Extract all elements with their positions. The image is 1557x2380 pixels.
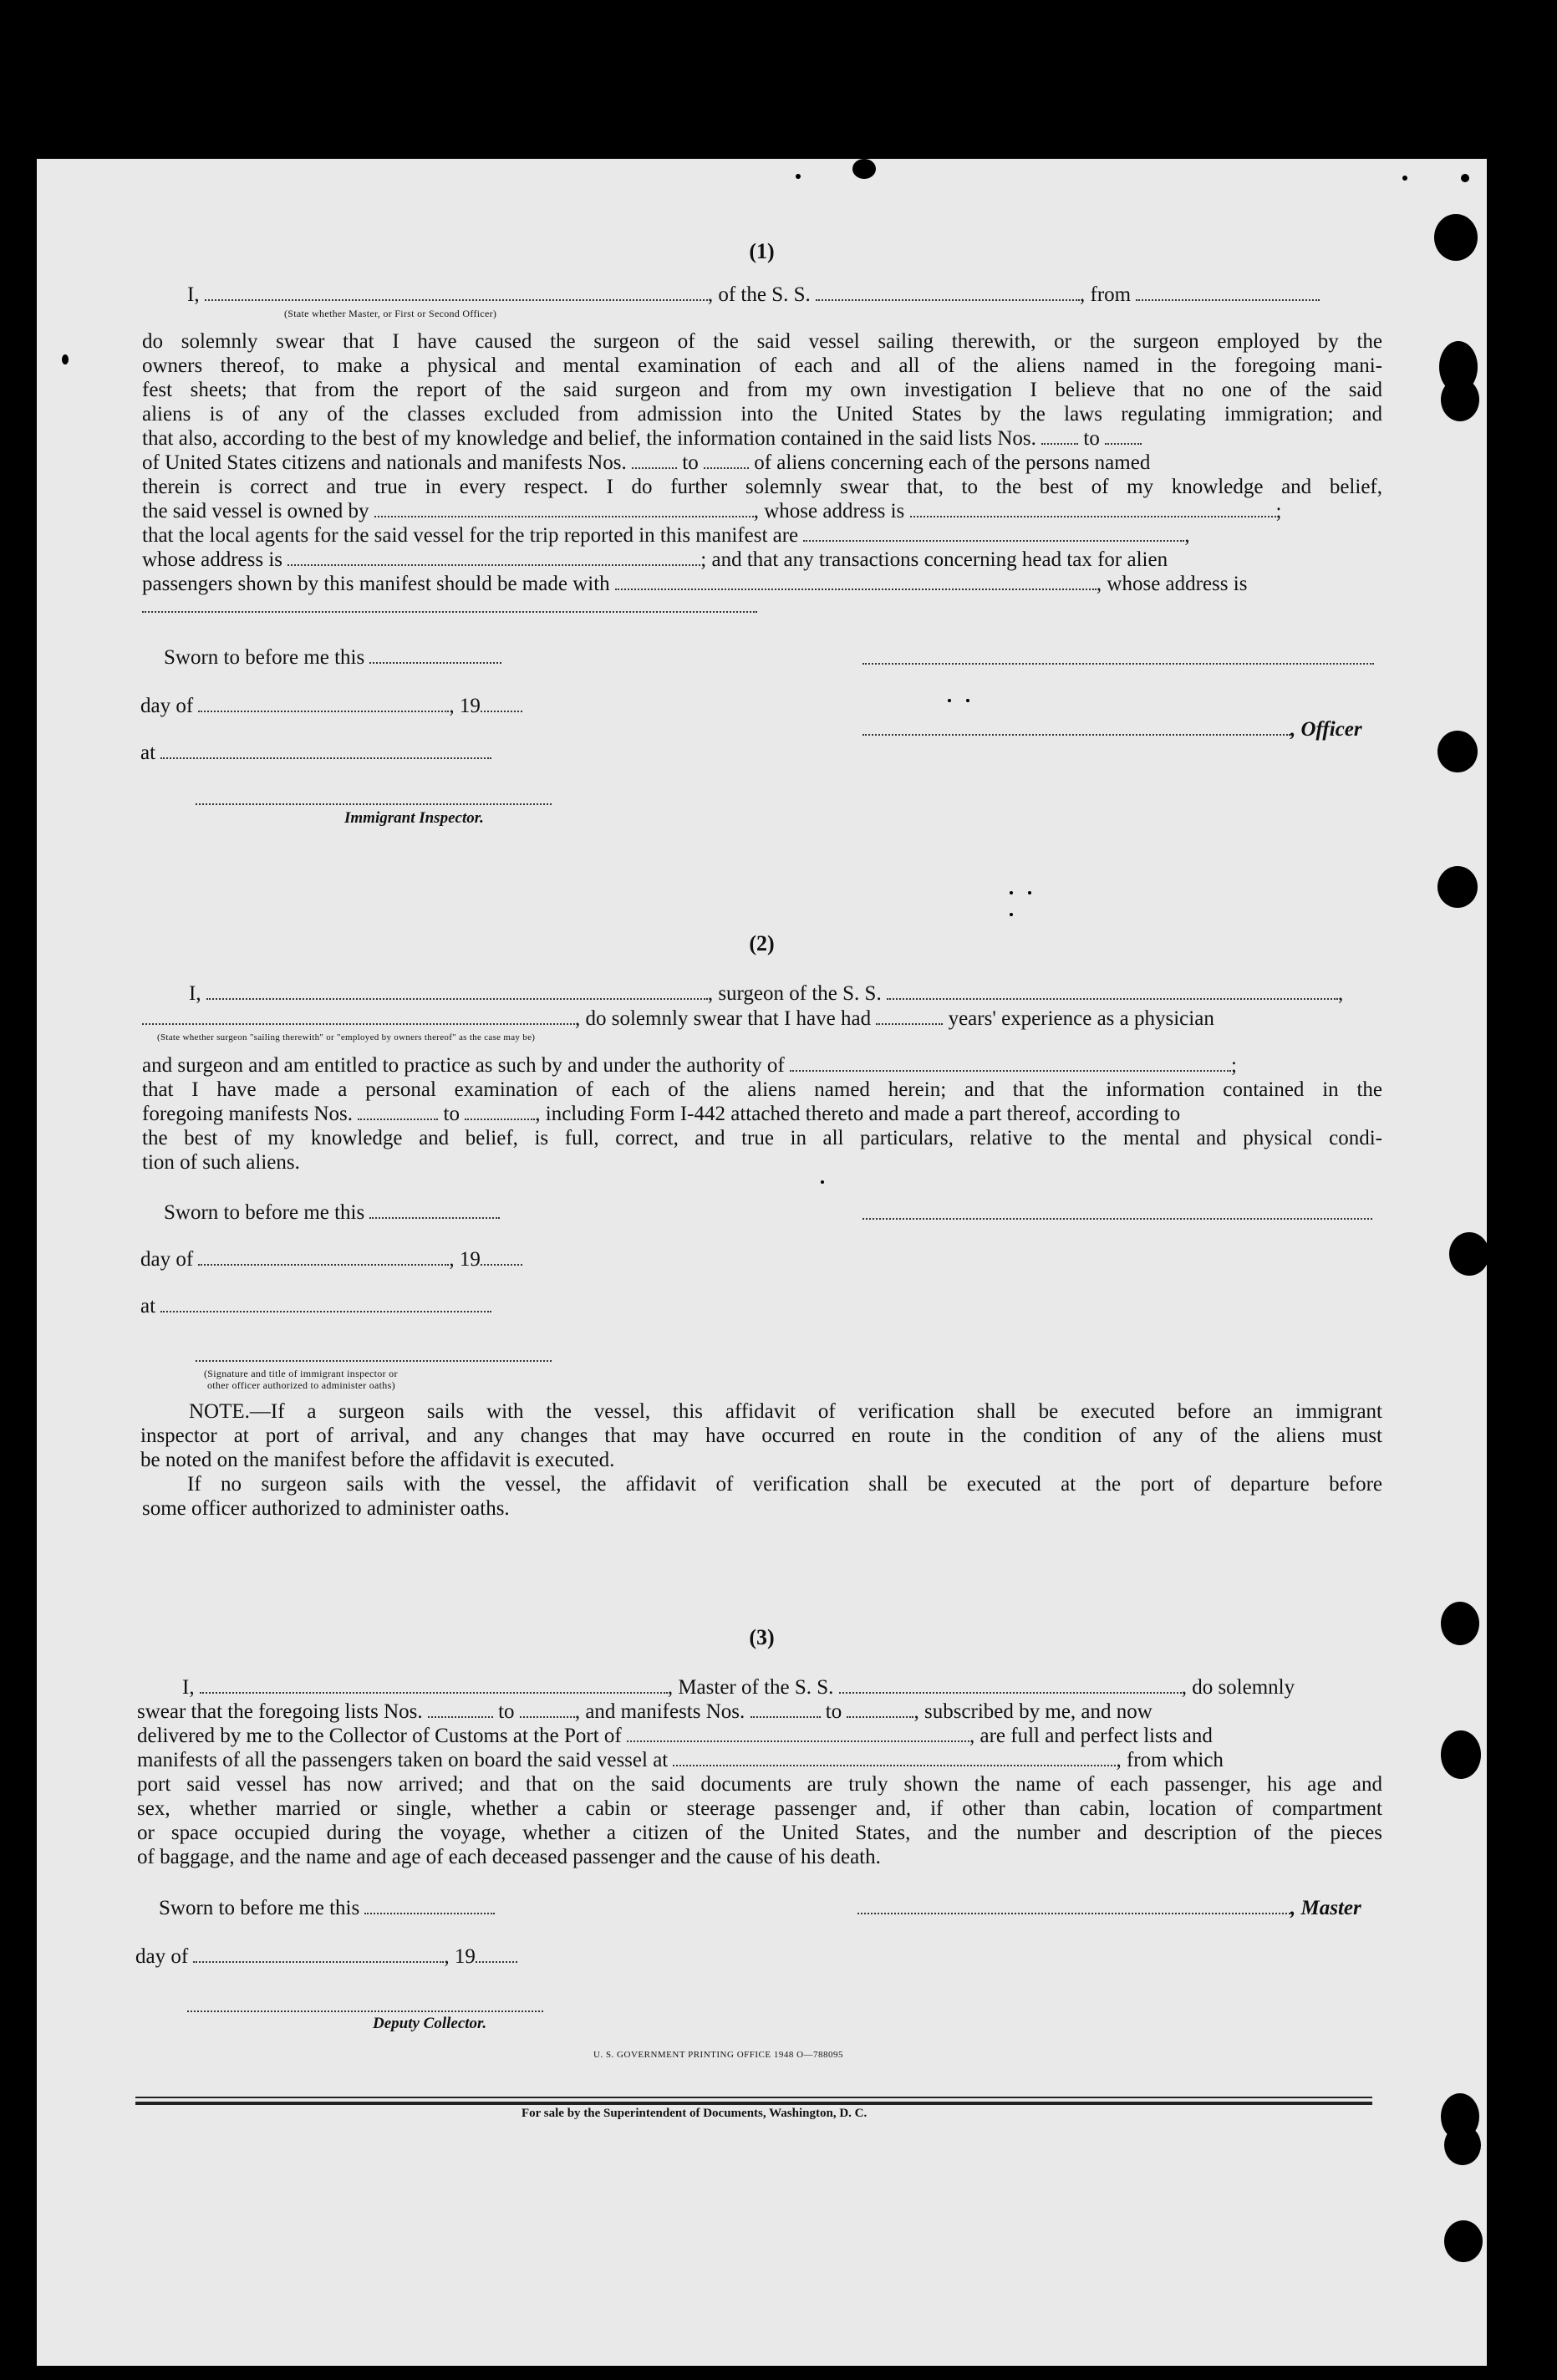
text: Sworn to before me this: [164, 646, 365, 669]
section-2-text: [142, 1053, 1382, 1078]
text: ;: [1275, 500, 1282, 522]
text: , 19: [449, 1248, 481, 1271]
text: Sworn to before me this: [159, 1897, 360, 1919]
text: to: [443, 1103, 460, 1125]
text: , 19: [449, 695, 481, 717]
ink-speck: [852, 159, 876, 179]
punch-hole: [1437, 866, 1478, 908]
section-1-text: [142, 523, 1382, 548]
text: of aliens concerning each of the persons named: [754, 451, 1151, 474]
section-3-text: sex, whether married or single, whether a cabin or steerage passenger and, if other than cabin, location of compartment: [137, 1797, 1382, 1820]
section-1-text: aliens is of any of the classes excluded from admission into the United States by the laws regulating immigration; and: [142, 403, 1382, 426]
manifests-to-field[interactable]: [847, 1701, 913, 1718]
footer-rule: [135, 2097, 1372, 2098]
signature-caption: (Signature and title of immigrant inspector or: [204, 1368, 398, 1379]
master-label: , Master: [1290, 1897, 1361, 1919]
text: of United States citizens and nationals and manifests Nos.: [142, 451, 627, 474]
text: ; and that any transactions concerning head tax for alien: [700, 548, 1168, 571]
from-port-field[interactable]: [1136, 284, 1320, 301]
inspector-signature-line[interactable]: [196, 1359, 552, 1362]
section-3-text: [137, 1748, 1382, 1772]
section-1-text: owners thereof, to make a physical and mental examination of each and all of the aliens named in the foregoing mani-: [142, 354, 1382, 377]
section-2-line-1: [189, 981, 1382, 1006]
local-agents-field[interactable]: [803, 525, 1184, 542]
port-field[interactable]: [627, 1725, 969, 1742]
text: , do solemnly swear that I have had: [575, 1007, 872, 1030]
text: ,: [1184, 524, 1190, 547]
text: , from: [1080, 283, 1132, 306]
text: , 19: [444, 1945, 476, 1968]
at-field[interactable]: [160, 742, 491, 759]
footer-rule: [135, 2102, 1372, 2105]
signature-caption: other officer authorized to administer oaths): [207, 1379, 395, 1391]
deputy-label: Deputy Collector.: [373, 2015, 487, 2032]
text: , from which: [1116, 1749, 1224, 1771]
text: that the local agents for the said vessel for the trip reported in this manifest are: [142, 524, 799, 547]
text: , do solemnly: [1181, 1676, 1295, 1699]
text: years' experience as a physician: [948, 1007, 1214, 1030]
section-1-text: [142, 499, 1382, 523]
ink-speck: [1010, 891, 1013, 894]
text: the said vessel is owned by: [142, 500, 369, 522]
surgeon-signature-line[interactable]: [862, 1217, 1372, 1220]
ink-speck: [1402, 176, 1407, 181]
section-1-text: [142, 451, 1382, 475]
printing-office-imprint: U. S. GOVERNMENT PRINTING OFFICE 1948 O—788095: [593, 2050, 844, 2060]
text: foregoing manifests Nos.: [142, 1103, 354, 1125]
ink-speck: [1461, 174, 1469, 182]
manifests-to-field[interactable]: [704, 452, 749, 469]
section-number: (2): [749, 931, 775, 956]
master-name-field[interactable]: [205, 284, 708, 301]
text: , whose address is: [1096, 573, 1248, 595]
punch-hole: [1441, 378, 1479, 421]
note-text: be noted on the manifest before the affidavit is executed.: [140, 1449, 615, 1471]
text: at: [140, 1295, 156, 1317]
section-2-text: tion of such aliens.: [142, 1151, 300, 1174]
text: whose address is: [142, 548, 283, 571]
section-1-text: [142, 548, 1382, 572]
field-caption: (State whether Master, or First or Second Officer): [284, 308, 497, 319]
section-3-text: [137, 1700, 1382, 1724]
deputy-signature-line[interactable]: [187, 2010, 543, 2012]
text: manifests of all the passengers taken on board the said vessel at: [137, 1749, 669, 1771]
master-signature-line: [857, 1896, 1382, 1920]
lists-from-field[interactable]: [428, 1701, 493, 1718]
officer-label: , Officer: [1290, 718, 1362, 741]
sworn-day-field[interactable]: [364, 1898, 495, 1914]
manifests-from-field[interactable]: [358, 1103, 438, 1120]
section-1-text: do solemnly swear that I have caused the surgeon of the said vessel sailing therewith, or the surgeon employed by the: [142, 330, 1382, 353]
ink-speck: [62, 354, 69, 364]
month-field[interactable]: [198, 1249, 449, 1266]
text: I,: [189, 982, 201, 1005]
text: , are full and perfect lists and: [969, 1725, 1213, 1747]
ship-name-field[interactable]: [839, 1677, 1182, 1694]
manifests-from-field[interactable]: [751, 1701, 821, 1718]
year-field[interactable]: [476, 1946, 517, 1963]
text: at: [140, 742, 156, 764]
note-text: If no surgeon sails with the vessel, the affidavit of verification shall be executed at the port of departure before: [187, 1473, 1382, 1496]
inspector-signature-line[interactable]: [196, 803, 552, 805]
master-signature-field[interactable]: [857, 1898, 1290, 1914]
sworn-line: [164, 1200, 1382, 1225]
section-number: (1): [749, 239, 775, 263]
lists-to-field[interactable]: [1105, 428, 1142, 445]
section-2-text: the best of my knowledge and belief, is full, correct, and true in all particulars, relative to the mental and physical condi-: [142, 1127, 1382, 1149]
sworn-line: [164, 645, 1382, 670]
punch-hole: [1449, 1232, 1489, 1276]
ship-name-field[interactable]: [816, 284, 1080, 301]
section-2-line-2: [142, 1007, 1382, 1031]
text: to: [498, 1700, 515, 1723]
text: delivered by me to the Collector of Customs at the Port of: [137, 1725, 622, 1747]
surgeon-type-field[interactable]: [142, 1008, 575, 1025]
field-caption: (State whether surgeon "sailing therewith" or "employed by owners thereof" as the case may be): [157, 1032, 536, 1042]
sale-notice: For sale by the Superintendent of Documents, Washington, D. C.: [522, 2107, 868, 2120]
punch-hole: [1444, 2220, 1483, 2262]
at-field[interactable]: [160, 1296, 491, 1312]
text: to: [825, 1700, 842, 1723]
text: passengers shown by this manifest should be made with: [142, 573, 610, 595]
sworn-day-field[interactable]: [369, 1202, 500, 1219]
officer-line: [862, 717, 1382, 742]
text: Sworn to before me this: [164, 1201, 365, 1224]
surgeon-name-field[interactable]: [206, 983, 708, 1000]
section-3-line-1: [182, 1675, 1382, 1700]
text: , and manifests Nos.: [574, 1700, 745, 1723]
text: I,: [187, 283, 200, 306]
sworn-day-field[interactable]: [369, 647, 501, 664]
section-3-text: [137, 1724, 1382, 1748]
note-text: some officer authorized to administer oaths.: [142, 1497, 510, 1520]
boarding-port-field[interactable]: [673, 1750, 1116, 1766]
day-line: [135, 1944, 1382, 1969]
manifests-to-field[interactable]: [465, 1103, 535, 1120]
ink-speck: [1028, 891, 1031, 894]
text: swear that the foregoing lists Nos.: [137, 1700, 423, 1723]
section-1-text: [142, 426, 1382, 451]
section-1-text: therein is correct and true in every respect. I do further solemnly swear that, to the best of my knowledge and belief,: [142, 476, 1382, 498]
officer-signature-line[interactable]: [862, 662, 1374, 665]
years-field[interactable]: [876, 1008, 943, 1025]
head-tax-contact-field[interactable]: [615, 573, 1097, 590]
text: , of the S. S.: [707, 283, 811, 306]
ink-speck: [796, 174, 801, 179]
year-field[interactable]: [481, 1249, 522, 1266]
owner-field[interactable]: [374, 501, 754, 517]
master-name-field[interactable]: [200, 1677, 668, 1694]
contact-address-field[interactable]: [142, 610, 757, 613]
at-line: [140, 741, 1382, 765]
text: ,: [1337, 982, 1344, 1005]
section-3-text: of baggage, and the name and age of each deceased passenger and the cause of his death.: [137, 1846, 881, 1868]
lists-to-field[interactable]: [520, 1701, 575, 1718]
section-1-line-1: [187, 283, 1382, 307]
at-line: [140, 1294, 1382, 1318]
section-number: (3): [749, 1625, 775, 1649]
text: , whose address is: [753, 500, 905, 522]
note-text: inspector at port of arrival, and any changes that may have occurred en route in the condition of any of the aliens must: [140, 1424, 1382, 1447]
month-field[interactable]: [193, 1946, 444, 1963]
form-sheet: [37, 159, 1487, 2366]
note-text: NOTE.—If a surgeon sails with the vessel, this affidavit of verification shall be executed before an immigrant: [189, 1400, 1382, 1423]
text: day of: [140, 1248, 194, 1271]
ink-speck: [821, 1180, 824, 1184]
day-line: [140, 1247, 1382, 1272]
month-field[interactable]: [198, 696, 449, 712]
punch-hole: [1444, 2125, 1481, 2165]
text: to: [1083, 427, 1100, 450]
section-3-text: or space occupied during the voyage, whether a citizen of the United States, and the number and description of the pieces: [137, 1822, 1382, 1844]
text: day of: [140, 695, 194, 717]
ink-speck: [1010, 913, 1013, 916]
year-field[interactable]: [481, 696, 522, 712]
text: and surgeon and am entitled to practice as such by and under the authority of: [142, 1054, 785, 1077]
text: , Master of the S. S.: [667, 1676, 834, 1699]
inspector-label: Immigrant Inspector.: [344, 809, 484, 827]
text: that also, according to the best of my knowledge and belief, the information contained in the said lists Nos.: [142, 427, 1036, 450]
text: ;: [1231, 1054, 1237, 1077]
punch-hole: [1437, 731, 1478, 772]
owner-address-field[interactable]: [910, 501, 1276, 517]
section-3-text: port said vessel has now arrived; and that on the said documents are truly shown the name of each passenger, his age and: [137, 1773, 1382, 1796]
authority-field[interactable]: [790, 1055, 1231, 1072]
punch-hole: [1441, 1730, 1481, 1779]
section-2-text: that I have made a personal examination of each of the aliens named herein; and that the information contained in the: [142, 1078, 1382, 1101]
text: day of: [135, 1945, 189, 1968]
officer-name-field[interactable]: [862, 719, 1290, 736]
agents-address-field[interactable]: [287, 549, 700, 566]
section-1-text: [142, 572, 1382, 596]
text: , including Form I-442 attached thereto and made a part thereof, according to: [535, 1103, 1181, 1125]
ship-name-field[interactable]: [887, 983, 1338, 1000]
manifests-from-field[interactable]: [632, 452, 677, 469]
day-line: [140, 694, 1382, 718]
text: to: [682, 451, 699, 474]
text: I,: [182, 1676, 195, 1699]
text: , subscribed by me, and now: [913, 1700, 1152, 1723]
section-1-text: fest sheets; that from the report of the said surgeon and from my own investigation I believe that no one of the said: [142, 379, 1382, 401]
section-2-text: [142, 1102, 1382, 1126]
lists-from-field[interactable]: [1041, 428, 1078, 445]
text: , surgeon of the S. S.: [707, 982, 882, 1005]
